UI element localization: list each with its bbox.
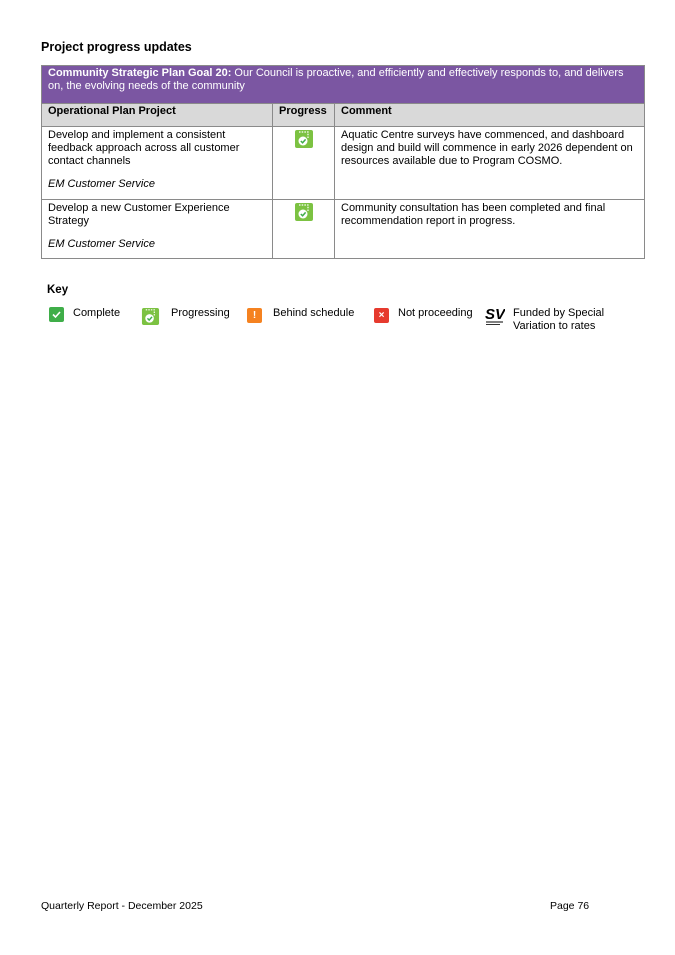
special-variation-icon [485,305,505,332]
section-title: Project progress updates [41,40,192,54]
sv-logo-text: SV [485,306,505,323]
project-comment: Aquatic Centre surveys have commenced, and dashboard design and build will commence in early 2026 dependent on resources available due to Program COSMO. [335,127,645,200]
header-project: Operational Plan Project [42,104,273,127]
key-behind-label: Behind schedule [273,307,355,319]
key-funded-label: Funded by Special Variation to rates [513,307,605,332]
key-title: Key [47,284,69,296]
complete-icon [49,307,64,322]
footer-report-title: Quarterly Report - December 2025 [41,900,203,912]
project-owner: EM Customer Service [48,178,155,190]
key-complete-label: Complete [73,307,121,319]
progressing-icon [294,129,314,153]
table-row [42,200,645,259]
progressing-icon [294,202,314,226]
project-table [41,65,645,259]
footer-page-number: Page 76 [550,900,590,912]
goal-label: Community Strategic Plan Goal 20: [48,67,232,79]
key-progressing-label: Progressing [171,307,230,319]
warning-icon: ! [247,308,262,323]
header-comment: Comment [335,104,645,127]
key-not-proceeding-label: Not proceeding [398,307,473,319]
project-comment: Community consultation has been completed and final recommendation report in progress. [335,200,645,259]
progressing-icon [141,307,160,331]
project-name: Develop and implement a consistent feedback approach across all customer contact channels [48,129,240,167]
header-progress: Progress [273,104,335,127]
cross-icon: × [374,308,389,323]
goal-text: Our Council is proactive, and efficiently and effectively responds to, and delivers on, the evolving needs of the community [48,67,624,92]
project-owner: EM Customer Service [48,238,155,250]
goal-header [42,66,645,104]
table-row [42,127,645,200]
project-name: Develop a new Customer Experience Strategy [48,202,230,227]
